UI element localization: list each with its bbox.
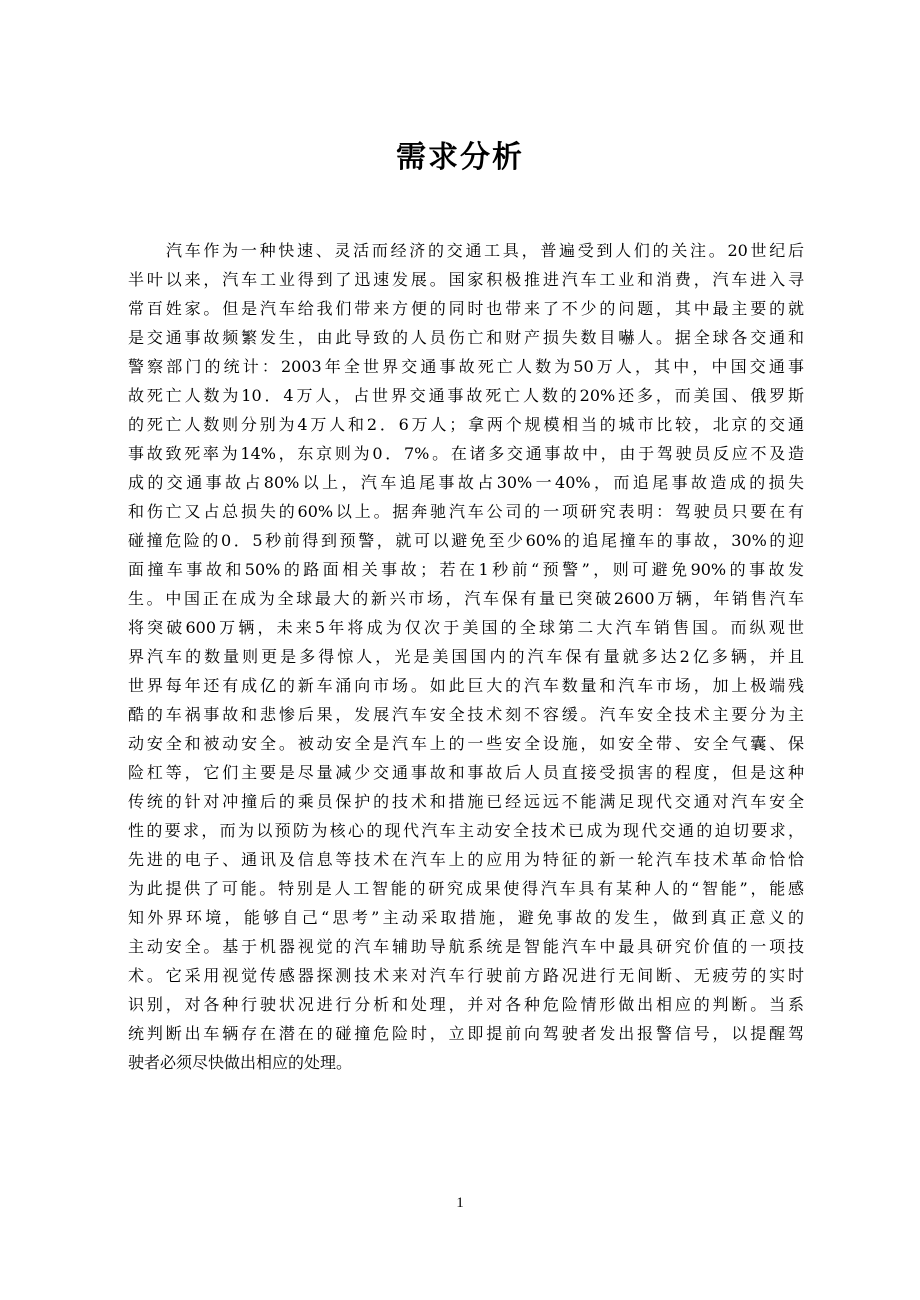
paragraph-line: 汽车作为一种快速、灵活而经济的交通工具，普遍受到人们的关注。20世纪后 bbox=[166, 241, 804, 260]
page-title: 需求分析 bbox=[396, 140, 524, 175]
paragraph-line: 成的交通事故占80%以上，汽车追尾事故占30%一40%，而追尾事故造成的损失 bbox=[128, 473, 804, 492]
paragraph-line: 界汽车的数量则更是多得惊人，光是美国国内的汽车保有量就多达2亿多辆，并且 bbox=[128, 647, 804, 666]
paragraph-line: 为此提供了可能。特别是人工智能的研究成果使得汽车具有某种人的“智能”，能感 bbox=[128, 879, 804, 898]
paragraph-line: 术。它采用视觉传感器探测技术来对汽车行驶前方路况进行无间断、无疲劳的实时 bbox=[128, 966, 804, 985]
paragraph-line: 性的要求，而为以预防为核心的现代汽车主动安全技术已成为现代交通的迫切要求， bbox=[128, 821, 804, 840]
paragraph-line: 险杠等，它们主要是尽量减少交通事故和事故后人员直接受损害的程度，但是这种 bbox=[128, 763, 804, 782]
paragraph-line: 驶者必须尽快做出相应的处理。 bbox=[128, 1053, 353, 1072]
paragraph-line: 事故致死率为14%，东京则为0．7%。在诸多交通事故中，由于驾驶员反应不及造 bbox=[128, 444, 804, 463]
paragraph-line: 是交通事故频繁发生，由此导致的人员伤亡和财产损失数目嚇人。据全球各交通和 bbox=[128, 328, 804, 347]
paragraph-line: 和伤亡又占总损失的60%以上。据奔驰汽车公司的一项研究表明：驾驶员只要在有 bbox=[128, 502, 804, 521]
paragraph-line: 半叶以来，汽车工业得到了迅速发展。国家积极推进汽车工业和消费，汽车进入寻 bbox=[128, 270, 804, 289]
paragraph-line: 传统的针对冲撞后的乘员保护的技术和措施已经远远不能满足现代交通对汽车安全 bbox=[128, 792, 804, 811]
paragraph-line: 生。中国正在成为全球最大的新兴市场，汽车保有量已突破2600万辆，年销售汽车 bbox=[128, 589, 804, 608]
body-paragraph bbox=[128, 236, 804, 1077]
paragraph-line: 先进的电子、通讯及信息等技术在汽车上的应用为特征的新一轮汽车技术革命恰恰 bbox=[128, 850, 804, 869]
paragraph-line: 世界每年还有成亿的新车涌向市场。如此巨大的汽车数量和汽车市场，加上极端残 bbox=[128, 676, 804, 695]
page-number: 1 bbox=[456, 1195, 464, 1211]
paragraph-line: 统判断出车辆存在潜在的碰撞危险时，立即提前向驾驶者发出报警信号，以提醒驾 bbox=[128, 1024, 804, 1043]
paragraph-line: 的死亡人数则分别为4万人和2．6万人；拿两个规模相当的城市比较，北京的交通 bbox=[128, 415, 804, 434]
paragraph-line: 常百姓家。但是汽车给我们带来方便的同时也带来了不少的问题，其中最主要的就 bbox=[128, 299, 804, 318]
paragraph-line: 故死亡人数为10．4万人，占世界交通事故死亡人数的20%还多，而美国、俄罗斯 bbox=[128, 386, 804, 405]
paragraph-line: 警察部门的统计：2003年全世界交通事故死亡人数为50万人，其中，中国交通事 bbox=[128, 357, 804, 376]
paragraph-line: 主动安全。基于机器视觉的汽车辅助导航系统是智能汽车中最具研究价值的一项技 bbox=[128, 937, 804, 956]
paragraph-line: 面撞车事故和50%的路面相关事故；若在1秒前“预警”，则可避免90%的事故发 bbox=[128, 560, 804, 579]
paragraph-line: 知外界环境，能够自己“思考”主动采取措施，避免事故的发生，做到真正意义的 bbox=[128, 908, 804, 927]
paragraph-line: 动安全和被动安全。被动安全是汽车上的一些安全设施，如安全带、安全气囊、保 bbox=[128, 734, 804, 753]
paragraph-line: 将突破600万辆，未来5年将成为仅次于美国的全球第二大汽车销售国。而纵观世 bbox=[128, 618, 804, 637]
paragraph-line: 碰撞危险的0．5秒前得到预警，就可以避免至少60%的追尾撞车的事故，30%的迎 bbox=[128, 531, 804, 550]
paragraph-line: 酷的车祸事故和悲惨后果，发展汽车安全技术刻不容缓。汽车安全技术主要分为主 bbox=[128, 705, 804, 724]
paragraph-line: 识别，对各种行驶状况进行分析和处理，并对各种危险情形做出相应的判断。当系 bbox=[128, 995, 804, 1014]
